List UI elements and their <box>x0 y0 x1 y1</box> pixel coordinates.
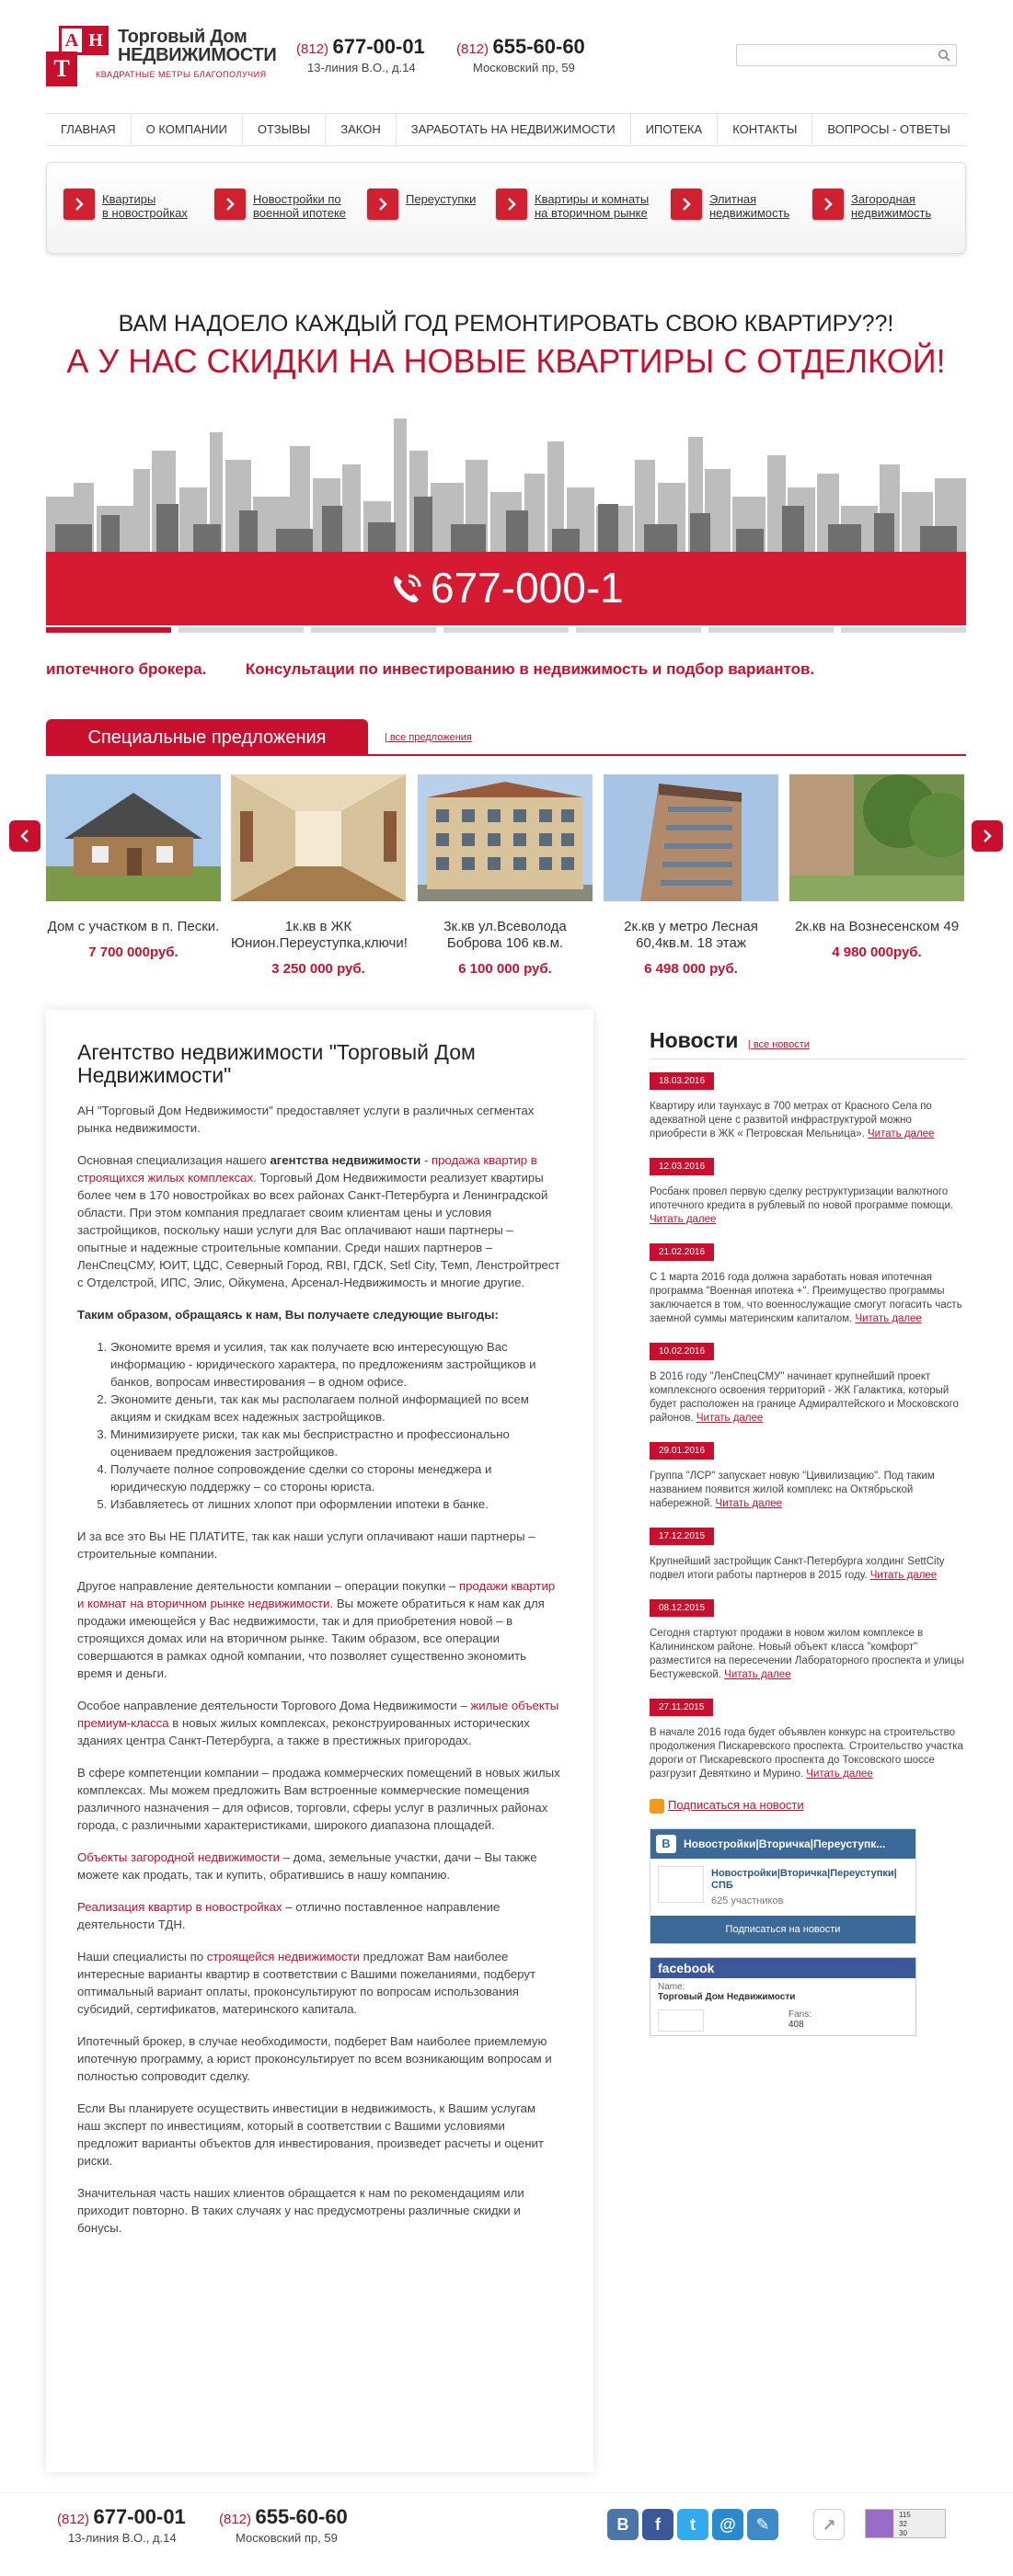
vk-header[interactable]: B Новостройки|Вторичка|Переуступк... <box>650 1829 915 1859</box>
news-item <box>650 1528 966 1583</box>
offer-card[interactable] <box>604 774 778 977</box>
offer-photo-courtyard[interactable] <box>789 774 964 901</box>
offer-title[interactable]: 1к.кв в ЖК Юнион.Переуступка,ключи! <box>231 919 408 951</box>
category-button[interactable] <box>671 189 702 220</box>
logo-title <box>118 28 276 64</box>
list-item: 5. Избавляетесь от лишних хлопот при оформлении ипотеки в банке. <box>110 1495 560 1513</box>
rss-icon <box>650 1799 664 1814</box>
offers-next-button[interactable] <box>972 820 1003 852</box>
offer-photo-tower[interactable] <box>604 774 778 901</box>
offer-photo-house[interactable] <box>46 774 221 901</box>
news-text: Крупнейший застройщик Санкт-Петербурга холдинг SettCity подвел итоги работы партнеров в 2015 году. <box>650 1556 945 1581</box>
fb-name-label: Name: <box>658 1981 685 1992</box>
offer-photo-hallway[interactable] <box>231 774 406 901</box>
news-item <box>650 1243 966 1326</box>
news-item <box>650 1699 966 1781</box>
logo-letter-n: Н <box>83 26 109 55</box>
chevron-right-icon <box>224 198 236 211</box>
slider-dot[interactable] <box>46 627 171 633</box>
link-under-construction[interactable]: строящейся недвижимости <box>206 1950 361 1963</box>
facebook-widget <box>650 1957 916 2036</box>
article-free: И за все это Вы НЕ ПЛАТИТЕ, так как наши услуги оплачивают наши партнеры – строительные компании. <box>77 1529 535 1561</box>
slider-dot[interactable] <box>311 627 436 633</box>
logo-title-line1: Торговый Дом <box>118 27 247 47</box>
news-sidebar <box>650 1028 966 2036</box>
offer-title[interactable]: 2к.кв у метро Лесная 60,4кв.м. 18 этаж <box>624 919 758 951</box>
read-more-link[interactable]: Читать далее <box>715 1498 782 1509</box>
article-broker: Ипотечный брокер, в случае необходимости, подберет Вам наиболее приемлемую ипотечную программу, а юрист проконсультирует по всем возникающим вопросам и полностью сопроводит сделку. <box>77 2034 552 2083</box>
category-label[interactable]: Квартиры в новостройках <box>102 192 188 220</box>
counter-values: 115 32 30 <box>899 2511 911 2537</box>
header-phone-2 <box>456 35 585 74</box>
facebook-header[interactable]: facebook <box>650 1958 915 1978</box>
news-text: Квартиру или таунхаус в 700 метрах от Красного Села по адекватной цене с развитой инфраструктурой можно приобрести в ЖК « Петровская Мельница». <box>650 1101 932 1139</box>
category-label[interactable]: Элитная недвижимость <box>709 192 790 220</box>
list-item: 4. Получаете полное сопровождение сделки со стороны менеджера и юридическую поддержку – со стороны юриста. <box>110 1460 560 1495</box>
footer-phone-1 <box>57 2505 186 2545</box>
special-offers-header <box>46 719 966 756</box>
slider-dot[interactable] <box>443 627 569 633</box>
category-label[interactable]: Новостройки по военной ипотеке <box>253 192 347 220</box>
offer-title[interactable]: 2к.кв на Вознесенском 49 <box>794 919 960 934</box>
vk-group-name[interactable]: Новостройки|Вторичка|Переуступки| СПБ <box>711 1867 897 1891</box>
all-offers-link[interactable]: | все предложения <box>385 732 472 743</box>
banner-headline-1: ВАМ НАДОЕЛО КАЖДЫЙ ГОД РЕМОНТИРОВАТЬ СВОЮ КВАРТИРУ??! <box>118 311 894 337</box>
article-commercial: В сфере компетенции компании – продажа коммерческих помещений в новых жилых комплексах. Мы можем предложить Вам встроенные коммерческие помещения различного назначения – для офисов, торговли, сферы услуг в различных районах города, с различными характеристиками, широкого диапазона площадей. <box>77 1766 560 1832</box>
list-item: 1. Экономите время и усилия, так как получаете всю интересующую Вас информацию - юридического характера, по предложениям застройщиков и банков, вопросам инвестирования – в одном офисе. <box>110 1338 560 1391</box>
main-nav <box>46 113 966 146</box>
read-more-link[interactable]: Читать далее <box>868 1128 935 1139</box>
article-invest: Если Вы планируете осуществить инвестиции в недвижимость, к Вашим услугам наш эксперт по инвестициям, который в соответствии с Вашими условиями предложит варианты объектов для инвестирования, произведет расчеты и оценит риски. <box>77 2101 544 2168</box>
phone-code: (812) <box>57 2512 90 2527</box>
phone-address: 13-линия В.О., д.14 <box>307 61 416 74</box>
link-country[interactable]: Объекты загородной недвижимости <box>77 1850 280 1864</box>
category-button[interactable] <box>63 189 95 220</box>
category-button[interactable] <box>367 189 398 220</box>
phone-number[interactable]: 677-00-01 <box>332 35 425 58</box>
livejournal-icon[interactable]: ✎ <box>747 2509 778 2540</box>
news-date: 27.11.2015 <box>650 1699 713 1717</box>
benefits-heading: Таким образом, обращаясь к нам, Вы получаете следующие выгоды: <box>77 1308 499 1322</box>
offer-price: 6 498 000 руб. <box>644 961 738 977</box>
search-icon[interactable] <box>938 49 950 62</box>
news-header <box>650 1028 966 1059</box>
news-item <box>650 1343 966 1425</box>
offer-price: 6 100 000 руб. <box>458 961 552 977</box>
phone-code: (812) <box>456 41 489 57</box>
phone-address: 13-линия В.О., д.14 <box>68 2531 177 2545</box>
offer-card[interactable] <box>231 774 406 977</box>
news-text: Росбанк провел первую сделку реструктуризации валютного ипотечного кредита в рублевый по новой программе помощи. <box>650 1186 954 1211</box>
vk-body <box>650 1859 915 1916</box>
news-date: 21.02.2016 <box>650 1243 714 1262</box>
read-more-link[interactable]: Читать далее <box>869 1570 938 1581</box>
site-header <box>0 0 1013 101</box>
search-box <box>736 44 957 66</box>
link-new-buildings-sale[interactable]: продажа квартир в строящихся жилых комплексах <box>77 1153 537 1185</box>
city-skyline-image <box>46 395 966 561</box>
phone-address: Московский пр, 59 <box>473 61 575 74</box>
nav-item-about[interactable]: О КОМПАНИИ <box>132 114 243 145</box>
vk-group-avatar[interactable] <box>658 1866 704 1903</box>
article-repeat: Значительная часть наших клиентов обращается к нам по рекомендациям или приходит повторно. В таких случаях у нас предусмотрены различные скидки и бонусы. <box>77 2186 524 2235</box>
offer-title[interactable]: Дом с участком в п. Пески. <box>47 919 220 934</box>
slider-dot[interactable] <box>576 627 701 633</box>
external-link-icon[interactable]: ↗ <box>813 2509 845 2540</box>
offer-price: 3 250 000 руб. <box>271 961 365 977</box>
article-title: Агентство недвижимости "Торговый Дом Недвижимости" <box>77 1040 476 1087</box>
news-date: 17.12.2015 <box>650 1528 714 1546</box>
phone-code: (812) <box>296 41 329 57</box>
slider-dot[interactable] <box>178 627 304 633</box>
link-secondary-market[interactable]: продажи квартир и комнат на вторичном рынке недвижимости <box>77 1579 556 1610</box>
list-item: 2. Экономите деньги, так как мы располагаем полной информацией по всем акциям и скидкам всех надежных застройщиков. <box>110 1391 560 1425</box>
search-input[interactable] <box>737 45 926 65</box>
banner-phone-number[interactable]: 677-000-1 <box>431 564 624 612</box>
news-date: 18.03.2016 <box>650 1072 714 1091</box>
phone-number[interactable]: 655-60-60 <box>255 2505 348 2528</box>
offer-card[interactable] <box>418 774 593 977</box>
category-panel <box>46 162 966 254</box>
offer-price: 7 700 000руб. <box>88 945 178 960</box>
vk-icon: B <box>656 1835 676 1853</box>
header-phone-1 <box>296 35 425 74</box>
chevron-right-icon <box>823 198 834 211</box>
banner-slider-pager <box>46 627 966 633</box>
benefits-list <box>110 1338 560 1513</box>
offer-price: 4 980 000руб. <box>832 945 922 960</box>
logo-letter-a: А <box>59 26 85 55</box>
category-button[interactable] <box>214 189 246 220</box>
nav-item-law[interactable]: ЗАКОН <box>326 114 396 145</box>
article-specialists: Наши специалисты по строящейся недвижимости предложат Вам наиболее интересные варианты квартир в соответствии с Вашими пожеланиями, подберут оптимальный вариант оплаты, проконсультируют по вопросам использования субсидий, сертификатов, материнского капитала. <box>77 1950 536 2016</box>
offer-title[interactable]: 3к.кв ул.Всеволода Боброва 106 кв.м. <box>443 919 567 951</box>
news-text: С 1 марта 2016 года должна заработать новая ипотечная программа "Военная ипотека +". Преимущество программы заключается в том, что военнослужащие смогут погасить часть заемной суммы материнским капиталом. <box>650 1272 962 1324</box>
offers-prev-button[interactable] <box>9 820 40 852</box>
twitter-icon[interactable]: t <box>677 2509 708 2540</box>
news-item <box>650 1442 966 1511</box>
news-text: Группа "ЛСР" запускает новую "Цивилизацию". Под таким названием появится жилой комплекс на Октябрьской набережной. <box>650 1471 935 1509</box>
news-date: 08.12.2015 <box>650 1599 714 1618</box>
phone-address: Московский пр, 59 <box>236 2531 338 2545</box>
nav-item-home[interactable]: ГЛАВНАЯ <box>46 114 132 145</box>
news-text: Сегодня стартуют продажи в новом жилом комплексе в Калининском районе. Новый объект класса "комфорт" разместится на пересечении Лабораторного проспекта и улицы Бестужевской. <box>650 1628 964 1680</box>
logo-letter-t: Т <box>46 52 77 86</box>
vk-icon[interactable]: B <box>607 2509 639 2540</box>
fb-fans: Fans: 408 <box>789 2009 812 2030</box>
facebook-body <box>650 1978 915 2035</box>
logo-title-line2: НЕДВИЖИМОСТИ <box>118 45 277 65</box>
news-text: В 2016 году "ЛенСпецСМУ" начинает крупнейший проект комплексного освоения территорий - ЖК Галактика, который будет расположен на границе Адмиралтейского и Московского районов. <box>650 1371 959 1424</box>
nav-item-earn[interactable]: ЗАРАБОТАТЬ НА НЕДВИЖИМОСТИ <box>397 114 631 145</box>
article-country: Объекты загородной недвижимости – дома, земельные участки, дачи – Вы также можете как продать, так и купить, обратившись в нашу компанию. <box>77 1850 537 1882</box>
news-text: В начале 2016 года будет объявлен конкурс на строительство продолжения Пискаревского проспекта. Строительство участка дороги от Пискаревского проспекта до Токсовского шоссе разгрузит Девяткино и Мурино. <box>650 1727 963 1780</box>
nav-item-contacts[interactable]: КОНТАКТЫ <box>718 114 812 145</box>
slider-dot[interactable] <box>841 627 966 633</box>
mail-icon[interactable]: @ <box>712 2509 743 2540</box>
chevron-right-icon <box>506 198 517 211</box>
read-more-link[interactable]: Читать далее <box>855 1313 922 1324</box>
phone-number[interactable]: 677-00-01 <box>93 2505 186 2528</box>
phone-number[interactable]: 655-60-60 <box>492 35 585 58</box>
article-new: Реализация квартир в новостройках – отлично поставленное направление деятельности ТДН. <box>77 1900 501 1931</box>
vk-widget <box>650 1828 916 1944</box>
phone-code: (812) <box>219 2512 252 2527</box>
offer-card[interactable] <box>789 774 964 960</box>
article-specialization: Основная специализация нашего агентства недвижимости - продажа квартир в строящихся жилых комплексах. Торговый Дом Недвижимости реализует квартиры более чем в 170 новостройках во всех районах Санкт-Петербурга и Ленинградской области. При этом компания предлагает своим клиентам цены и условия застройщиков, поскольку наши услуги для Вас оплачивают наши партнеры – опытные и надежные строительные компании. Среди наших партнеров – ЛенСпецСМУ, ЮИТ, ЦДС, Северный Город, RBI, ГДСК, Setl City, Темп, Ленстройтрест с Отделстрой, ИПС, Элис, Ойкумена, Арсенал-Недвижимость и многие другие. <box>77 1153 560 1289</box>
chevron-right-icon <box>377 198 388 211</box>
phone-icon <box>388 570 425 607</box>
slider-dot[interactable] <box>708 627 834 633</box>
facebook-icon[interactable]: f <box>642 2509 673 2540</box>
logo-tagline: КВАДРАТНЫЕ МЕТРЫ БЛАГОПОЛУЧИЯ <box>96 70 267 79</box>
news-title: Новости <box>650 1028 739 1052</box>
category-label[interactable]: Квартиры и комнаты на вторичном рынке <box>535 192 650 220</box>
read-more-link[interactable]: Читать далее <box>724 1669 791 1680</box>
about-article <box>46 1010 593 2472</box>
hero-banner[interactable] <box>46 303 966 631</box>
fb-page-avatar[interactable] <box>658 2009 704 2032</box>
counter-logo-icon <box>866 2510 893 2537</box>
chevron-left-icon <box>19 830 30 842</box>
list-item: 3. Минимизируете риски, так как мы беспристрастно и профессионально оцениваем предложения застройщиков. <box>110 1425 560 1460</box>
chevron-right-icon <box>74 198 85 211</box>
rss-subscribe-link[interactable]: Подписаться на новости <box>650 1798 966 1814</box>
read-more-link[interactable]: Читать далее <box>650 1214 717 1225</box>
read-more-link[interactable]: Читать далее <box>806 1769 873 1780</box>
news-date: 12.03.2016 <box>650 1158 714 1176</box>
article-secondary: Другое направление деятельности компании – операции покупки – продажи квартир и комнат на вторичном рынке недвижимости. Вы можете обратиться к нам как для продажи имеющейся у Вас недвижимости, так и для приобретения новой – в строящихся домах или на вторичном рынке. Таким образом, все операции совершаются в рамках одной компании, что позволяет существенно экономить время и деньги. <box>77 1579 556 1680</box>
offer-card[interactable] <box>46 774 221 960</box>
news-item <box>650 1158 966 1227</box>
news-item <box>650 1599 966 1682</box>
news-date: 29.01.2016 <box>650 1442 714 1460</box>
footer-phone-2 <box>219 2505 348 2545</box>
category-label[interactable]: Переуступки <box>406 192 477 206</box>
article-intro: АН "Торговый Дом Недвижимости" предоставляет услуги в различных сегментах рынка недвижимости. <box>77 1104 535 1135</box>
link-new-apartments[interactable]: Реализация квартир в новостройках <box>77 1900 282 1914</box>
banner-headline-2: А У НАС СКИДКИ НА НОВЫЕ КВАРТИРЫ С ОТДЕЛКОЙ! <box>66 342 946 380</box>
article-premium: Особое направление деятельности Торгового Дома Недвижимости – жилые объекты премиум-класса в новых жилых комплексах, реконструированных исторических зданиях центра Санкт-Петербурга, а также в престижных пригородах. <box>77 1699 559 1747</box>
vk-members-count: 625 участников <box>711 1895 784 1906</box>
category-button[interactable] <box>496 189 527 220</box>
all-news-link[interactable]: | все новости <box>747 1039 810 1050</box>
fb-page-name[interactable]: Торговый Дом Недвижимости <box>658 1991 796 2002</box>
category-label[interactable]: Загородная недвижимость <box>851 192 932 220</box>
read-more-link[interactable]: Читать далее <box>696 1413 764 1424</box>
nav-item-faq[interactable]: ВОПРОСЫ - ОТВЕТЫ <box>827 122 950 136</box>
banner-phone-bar[interactable] <box>46 552 966 625</box>
visit-counter[interactable] <box>865 2509 946 2538</box>
scrolling-ticker: ипотечного брокера. Консультации по инвестированию в недвижимость и подбор вариантов. <box>46 660 815 678</box>
nav-item-reviews[interactable]: ОТЗЫВЫ <box>243 114 326 145</box>
vk-subscribe-button[interactable]: Подписаться на новости <box>650 1916 915 1943</box>
nav-item-mortgage[interactable]: ИПОТЕКА <box>631 114 719 145</box>
special-offers-tab[interactable]: Специальные предложения <box>46 719 368 756</box>
category-button[interactable] <box>812 189 844 220</box>
link-premium[interactable]: жилые объекты премиум-класса <box>77 1699 559 1730</box>
chevron-right-icon <box>681 198 692 211</box>
chevron-right-icon <box>982 830 993 842</box>
offer-photo-building[interactable] <box>418 774 593 901</box>
news-date: 10.02.2016 <box>650 1343 714 1361</box>
news-item <box>650 1072 966 1141</box>
